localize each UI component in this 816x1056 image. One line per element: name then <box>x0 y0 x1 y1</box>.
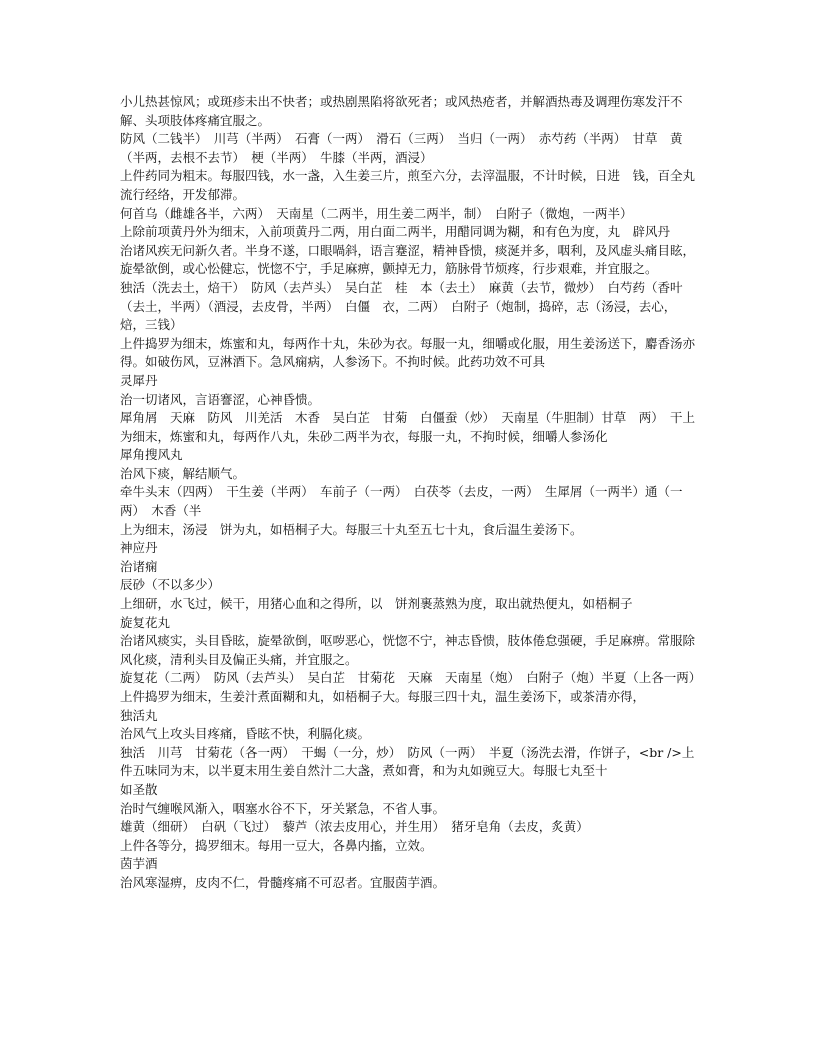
section-title: 茵芋酒 <box>120 856 158 872</box>
text-line: 上为细末，汤浸 饼为丸，如梧桐子大。每服三十丸至五七十丸，食后温生姜汤下。 <box>120 521 583 537</box>
text-line: 流行经络，开发郁滞。 <box>120 186 246 202</box>
text-line: 犀角屑 天麻 防风 川羌活 木香 吴白芷 甘菊 白僵蚕（炒） 天南星（牛胆制）甘草 两） 干上为细末，炼蜜和丸，每两作八丸，朱砂二两半为衣，每服一丸，不拘时候，细嚼人参汤化 <box>120 410 696 444</box>
text-line: 独活 川芎 甘菊花（各一两） 干蝎（一分，炒） 防风（一两） 半夏（汤洗去滑，作饼子，<br />上件五味同为末，以半夏末用生姜自然汁二大盏，煮如膏，和为丸如豌豆大。每服七丸至十 <box>120 744 695 779</box>
section-title: 神应丹 <box>120 540 158 556</box>
text-line: 治风下痰，解结顺气。 <box>120 465 246 481</box>
text-line: 上件药同为粗末。每服四钱，水一盏，入生姜三片，煎至六分，去滓温服，不计时候，日进 钱，百全丸 <box>120 168 696 184</box>
section-title: 如圣散 <box>120 781 158 797</box>
text-line: 上件捣罗为细末，炼蜜和丸，每两作十丸，朱砂为衣。每服一丸，细嚼或化服，用生姜汤送下，麝香汤亦得。如破伤风，豆淋酒下。急风痫病，人参汤下。不拘时候。此药功效不可具 <box>120 335 696 370</box>
text-line: 治时气缠喉风渐入，咽塞水谷不下，牙关紧急，不省人事。 <box>120 800 446 816</box>
section-title: 旋复花丸 <box>120 614 171 630</box>
section-title: 犀角搜风丸 <box>120 447 183 463</box>
text-line: 独活（洗去土，焙干） 防风（去芦头） 吴白芷 桂 本（去土） 麻黄（去节，微炒） 白芍药（香叶（去土，半两）（酒浸，去皮骨，半两） 白僵 衣，二两） 白附子（炮制，捣碎，志（汤浸，去心，焙，三钱） <box>120 279 683 333</box>
text-line: 治风气上攻头目疼痛，昏眩不快，利膈化痰。 <box>120 726 371 742</box>
text-line: 小儿热甚惊风；或斑疹未出不快者；或热剧黑陷将欲死者；或风热疮者，并解酒热毒及调理伤寒发汗不解、头项肢体疼痛宜服之。 <box>120 94 683 128</box>
section-title: 灵犀丹 <box>120 372 158 388</box>
text-line: 旋复花（二两） 防风（去芦头） 吴白芷 甘菊花 天麻 天南星（炮） 白附子（炮）半夏（上各一两） <box>120 670 702 686</box>
text-line: 治诸风痰实，头目昏眩，旋晕欲倒，呕哕恶心，恍惚不宁，神志昏愦，肢体倦怠强硬，手足麻痹。常服除风化痰，清利头目及偏正头痛，并宜服之。 <box>120 633 696 667</box>
text-line: 雄黄（细研） 白矾（飞过） 藜芦（浓去皮用心，并生用） 猪牙皂角（去皮，炙黄） <box>120 819 589 835</box>
text-line: 牵牛头末（四两） 干生姜（半两） 车前子（一两） 白茯苓（去皮，一两） 生犀屑（一两半）通（一两） 木香（半 <box>120 484 683 519</box>
text-line: 治一切诸风，言语謇涩，心神昏愦。 <box>120 391 321 407</box>
text-line: 治诸痫 <box>120 558 158 574</box>
text-line: 上件捣罗为细末，生姜汁煮面糊和丸，如梧桐子大。每服三四十丸，温生姜汤下，或茶清亦得， <box>120 689 646 704</box>
document-page <box>120 93 702 893</box>
text-line: 上件各等分，捣罗细末。每用一豆大，各鼻内搐，立效。 <box>120 837 433 853</box>
text-line: 辰砂（不以多少） <box>120 577 221 593</box>
text-line: 何首乌（雌雄各半，六两） 天南星（二两半，用生姜二两半，制） 白附子（微炮，一两半） <box>120 205 633 221</box>
section-title: 独活丸 <box>120 707 158 723</box>
text-line: 治诸风疾无问新久者。半身不遂，口眼喎斜，语言蹇涩，精神昏愦，痰涎并多，咽利，及风虚头痛目眩，旋晕欲倒，或心忪健忘，恍惚不宁，手足麻痹，颤掉无力，筋脉骨节烦疼，行步艰难，并宜服之。 <box>120 242 696 277</box>
text-line: 治风寒湿痹，皮肉不仁，骨髓疼痛不可忍者。宜服茵芋酒。 <box>120 874 446 890</box>
text-line: 上细研，水飞过，候干，用猪心血和之得所，以 饼剂裹蒸熟为度，取出就热便丸，如梧桐子 <box>120 596 633 612</box>
text-line: 上除前项黄丹外为细末，入前项黄丹二两，用白面二两半，用醋同调为糊，和有色为度，丸 辟风丹 <box>120 224 671 240</box>
text-line: 防风（二钱半） 川芎（半两） 石膏（一两） 滑石（三两） 当归（一两） 赤芍药（半两） 甘草 黄（半两，去根不去节） 梗（半两） 牛膝（半两，酒浸） <box>120 131 683 165</box>
